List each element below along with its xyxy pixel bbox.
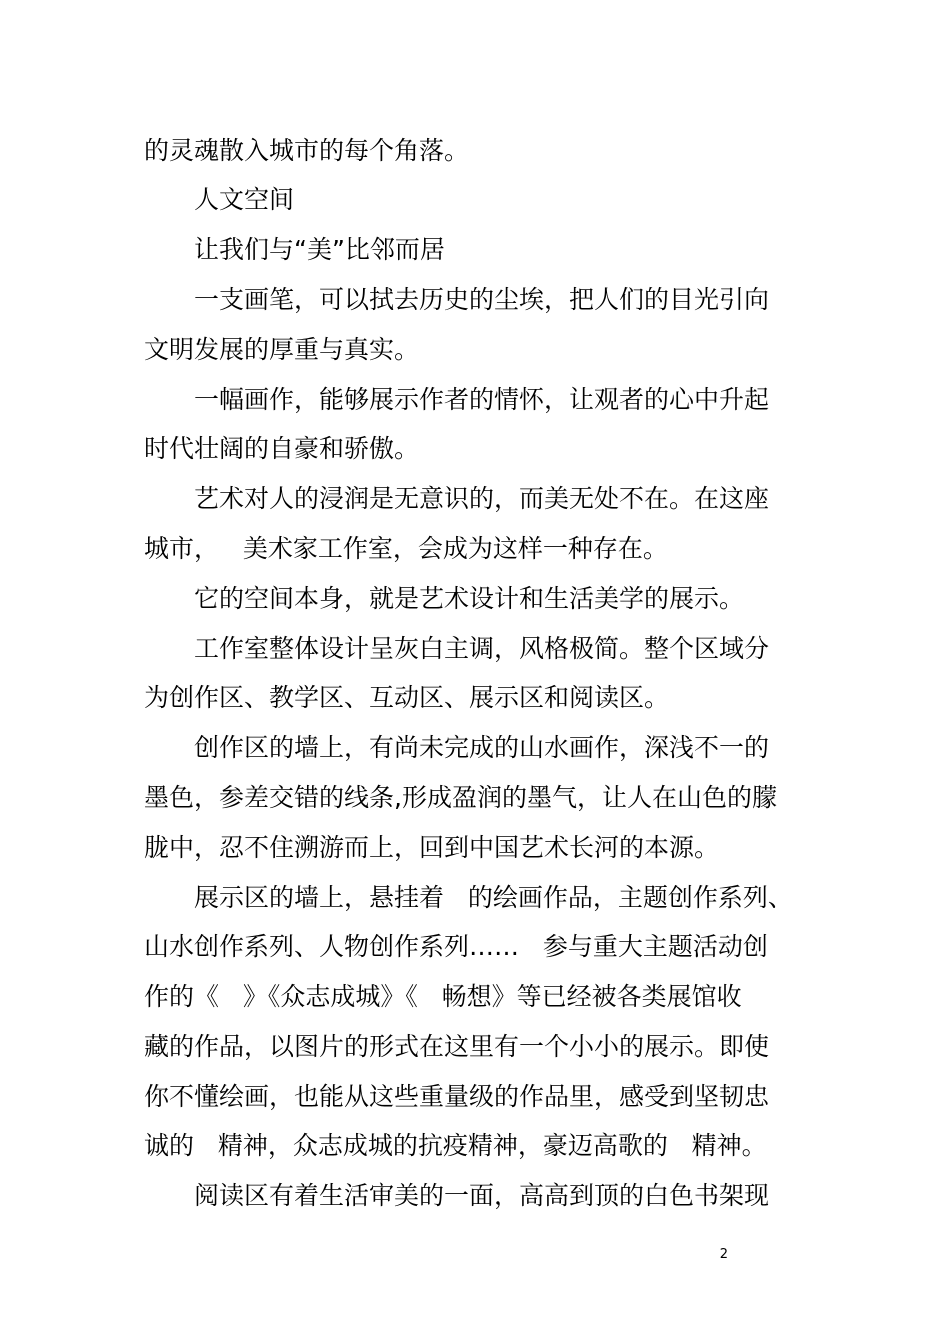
- text-line: 工作室整体设计呈灰白主调，风格极简。整个区域分: [194, 634, 770, 663]
- text-line: 你不懂绘画，也能从这些重量级的作品里，感受到坚韧忠: [144, 1082, 770, 1111]
- text-line: 胧中，忍不住溯游而上，回到中国艺术长河的本源。: [144, 833, 720, 862]
- text-line: 它的空间本身，就是艺术设计和生活美学的展示。: [194, 584, 745, 613]
- text-line: 作的《 》《众志成城》《 畅想》等已经被各类展馆收: [144, 982, 742, 1011]
- text-line: 为创作区、教学区、互动区、展示区和阅读区。: [144, 683, 670, 712]
- text-line: 创作区的墙上，有尚未完成的山水画作，深浅不一的: [194, 733, 770, 762]
- text-line: 时代壮阔的自豪和骄傲。: [144, 434, 420, 463]
- text-line: 艺术对人的浸润是无意识的，而美无处不在。在这座: [194, 484, 770, 513]
- page-number: 2: [719, 1247, 728, 1262]
- text-line: 的灵魂散入城市的每个角落。: [144, 136, 470, 165]
- text-line: 展示区的墙上，悬挂着 的绘画作品，主题创作系列、: [194, 883, 793, 912]
- text-line: 诚的 精神，众志成城的抗疫精神，豪迈高歌的 精神。: [144, 1131, 767, 1160]
- text-line: 城市， 美术家工作室，会成为这样一种存在。: [144, 534, 668, 563]
- text-line: 墨色，参差交错的线条,形成盈润的墨气，让人在山色的朦: [144, 783, 777, 812]
- text-line: 阅读区有着生活审美的一面，高高到顶的白色书架现: [194, 1181, 770, 1210]
- text-line: 一支画笔，可以拭去历史的尘埃，把人们的目光引向: [194, 285, 770, 314]
- text-line: 文明发展的厚重与真实。: [144, 335, 420, 364]
- text-line: 山水创作系列、人物创作系列…… 参与重大主题活动创: [144, 932, 768, 961]
- section-subheading: 让我们与“美”比邻而居: [194, 235, 445, 264]
- text-line: 一幅画作，能够展示作者的情怀，让观者的心中升起: [194, 385, 770, 414]
- section-heading: 人文空间: [194, 185, 295, 214]
- text-line: 藏的作品，以图片的形式在这里有一个小小的展示。即使: [144, 1032, 770, 1061]
